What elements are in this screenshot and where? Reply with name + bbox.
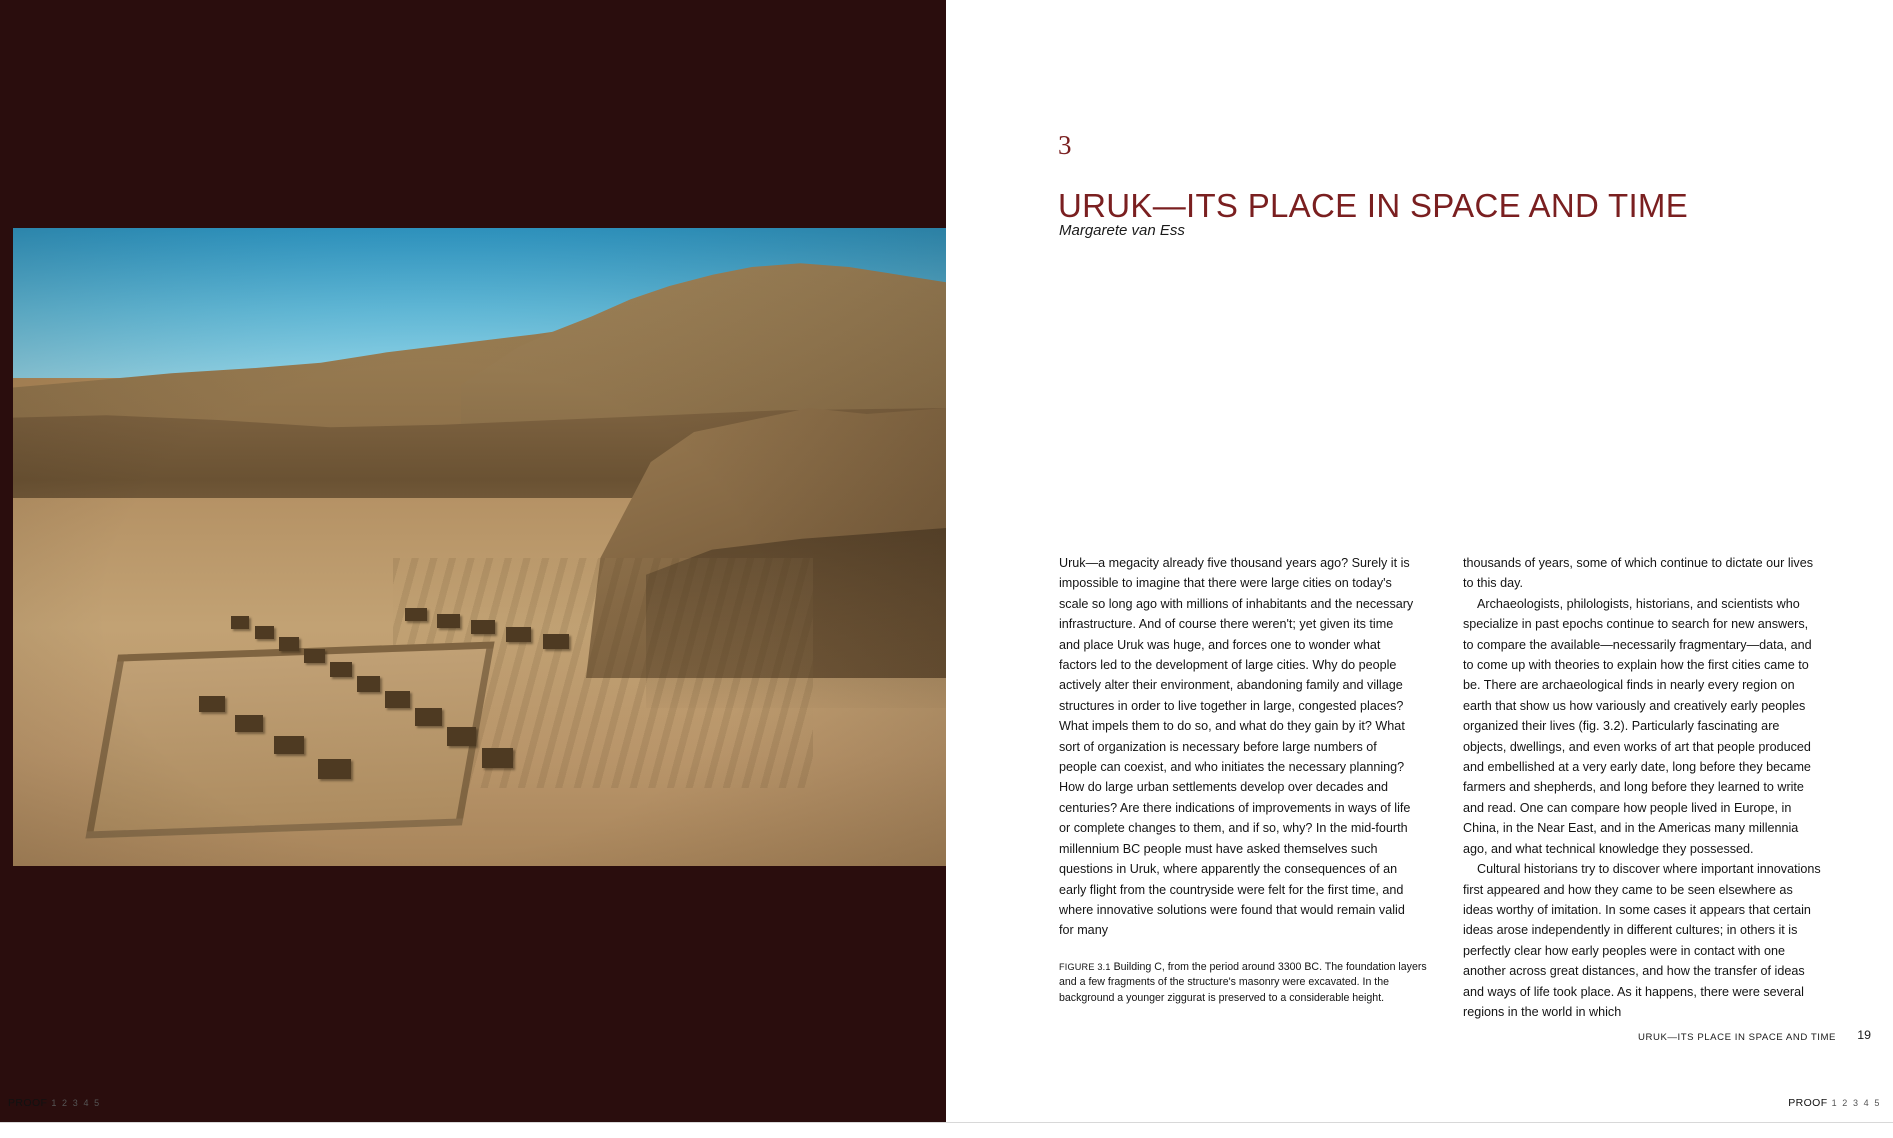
page-number: 19 [1857,1028,1871,1042]
body-column-right [1463,553,1821,1022]
proof-label: PROOF [1788,1097,1828,1109]
page-bottom-rule [0,1122,1893,1123]
body-paragraph: Cultural historians try to discover where important innovations first appeared and how they came to be seen elsewhere as ideas worthy of imitation. In some cases it appears that certain ideas arose independently in different cultures; in others it is perfectly clear how early peoples were in contact with one another across great distances, and how the transfer of ideas and ways of life took place. As it happens, there were several regions in the world in which [1463,862,1821,1019]
page-title: URUK—ITS PLACE IN SPACE AND TIME [1058,187,1689,225]
figure-caption-label: FIGURE 3.1 [1059,962,1111,972]
body-paragraph: thousands of years, some of which continue to dictate our lives to this day. [1463,556,1814,591]
running-head: URUK—ITS PLACE IN SPACE AND TIME [1638,1032,1836,1043]
body-paragraph: Archaeologists, philologists, historians, and scientists who specialize in past epochs continue to search for new answers, to compare the available—necessarily fragmentary—data, and to come up with theories to explain how the first cities came to be. There are archaeological finds in nearly every region on earth that show us how variously and creatively early peoples organized their lives (fig. 3.2). Particularly fascinating are objects, dwellings, and even works of art that people produced and embellished at a very early date, long before they became farmers and shepherds, and long before they learned to write and read. One can compare how people lived in Europe, in China, in the Near East, and in the Americas many millennia ago, and what technical knowledge they possessed. [1463,596,1812,856]
proof-numbers: 1 2 3 4 5 [51,1098,101,1108]
right-page [946,0,1893,1122]
proof-numbers: 1 2 3 4 5 [1831,1098,1881,1108]
proof-label: PROOF [8,1097,48,1109]
left-page [0,0,946,1122]
photo-vignette [13,228,946,866]
body-paragraph: Uruk—a megacity already five thousand years ago? Surely it is impossible to imagine that there were large cities on today's scale so long ago with millions of inhabitants and the necessary infrastructure. And of course there weren't; yet given its time and place Uruk was huge, and forces one to wonder what factors led to the development of large cities. Why do people actively alter their environment, abandoning family and village structures in order to live together in large, congested places? What impels them to do so, and what do they gain by it? What sort of organization is necessary before large numbers of people can coexist, and who initiates the necessary planning? How do large urban settlements develop over decades and centuries? Are there indications of improvements in ways of life or complete changes to them, and if so, why? In the mid-fourth millennium BC people must have asked themselves such questions in Uruk, where apparently the consequences of an early flight from the countryside were felt for the first time, and where innovative solutions were found that would remain valid for many [1059,556,1414,938]
chapter-author: Margarete van Ess [1059,222,1185,239]
figure-caption-text: Building C, from the period around 3300 BC. The foundation layers and a few fragments of the structure's masonry were excavated. In the background a younger ziggurat is preserved to a considerable height. [1059,961,1427,1004]
proof-mark-left [8,1097,101,1109]
chapter-number: 3 [1058,130,1072,160]
figure-photo-building-c [13,228,946,866]
body-column-left [1059,553,1417,941]
figure-caption [1059,960,1431,1006]
proof-mark-right [1788,1097,1881,1109]
